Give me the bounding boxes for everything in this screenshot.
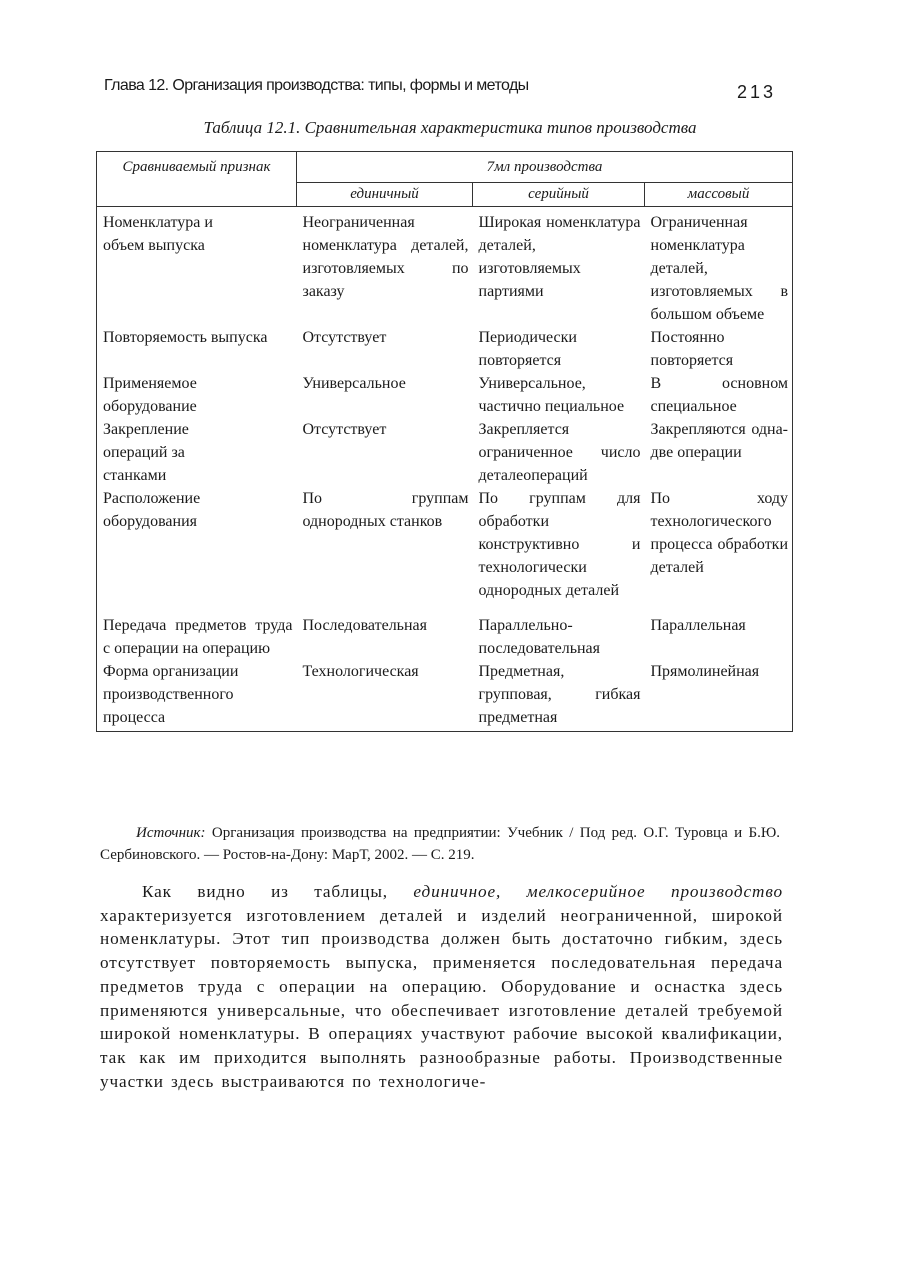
cell-mass: В основном специальное <box>650 375 789 415</box>
table-row <box>97 614 793 660</box>
cell-serial: Параллельно-последовательная <box>478 617 601 657</box>
source-label: Источник: <box>136 825 206 841</box>
cell-single: Технологическая <box>302 663 419 680</box>
table-row <box>97 372 793 418</box>
table-row <box>97 660 793 732</box>
row-feature: Повторяемость выпуска <box>103 329 268 346</box>
row-feature: Закрепление операций за станками <box>103 421 189 484</box>
table-row <box>97 418 793 487</box>
table-source-note <box>100 822 780 866</box>
cell-serial: Закрепляется ограниченное число деталеопераций <box>478 421 641 484</box>
table-row <box>97 207 793 327</box>
comparison-table <box>96 151 793 732</box>
row-feature: Форма организации производственного процесса <box>103 663 239 726</box>
cell-single: По группам однородных станков <box>302 490 469 530</box>
row-feature: Номенклатура и объем выпуска <box>103 214 213 254</box>
header-col-single: единичный <box>297 183 473 207</box>
row-feature: Передача предметов труда с операции на операцию <box>103 617 293 657</box>
cell-serial: Универсальное, частично пециальное <box>478 375 625 415</box>
cell-mass: Прямолинейная <box>650 663 760 680</box>
cell-mass: Параллельная <box>650 617 746 634</box>
body-rest: характеризуется изготовлением деталей и изделий неограниченной, широкой номенклатуры. Этот тип производства должен быть достаточно гибким, здесь отсутствует повторяемость выпуска, применяется последовательная передача предметов труда с операции на операцию. Оборудование и оснастка здесь применяются универсальные, что обеспечивает изготовление деталей требуемой широкой номенклатуры. В операциях участвуют рабочие высокой квалификации, так как им приходится выполнять разнообразные работы. Производственные участки здесь выстраиваются по технологиче- <box>100 905 783 1091</box>
header-col-serial: серийный <box>473 183 645 207</box>
cell-serial: Предметная, групповая, гибкая предметная <box>478 663 641 726</box>
cell-single: Неограниченная номенклатура деталей, изготовляемых по заказу <box>302 214 469 300</box>
cell-single: Отсутствует <box>302 329 387 346</box>
cell-mass: Постоянно повторяется <box>650 329 734 369</box>
table-row <box>97 487 793 614</box>
cell-mass: Закрепляются одна-две операции <box>650 421 789 461</box>
table-row <box>97 326 793 372</box>
body-prefix: Как видно из таблицы, <box>142 882 414 901</box>
header-col-mass: массовый <box>645 183 793 207</box>
header-production-type: 7мл производства <box>297 152 793 183</box>
cell-mass: По ходу технологического процесса обработки деталей <box>650 490 789 576</box>
source-text: Организация производства на предприятии: Учебник / Под ред. О.Г. Туровца и Б.Ю. Сербиновского. — Ростов-на-Дону: МарТ, 2002. — С. 219. <box>100 825 781 863</box>
cell-single: Последовательная <box>302 617 427 634</box>
table-header <box>97 152 793 207</box>
cell-single: Отсутствует <box>302 421 387 438</box>
page-number: 213 <box>737 82 777 102</box>
header-feature: Сравниваемый признак <box>97 152 297 207</box>
cell-single: Универсальное <box>302 375 406 392</box>
body-paragraph <box>100 880 783 1093</box>
running-header-title: Глава 12. Организация производства: типы, формы и методы <box>104 77 529 94</box>
row-feature: Расположение оборудования <box>103 490 201 530</box>
cell-serial: По группам для обработки конструктивно и технологически однородных деталей <box>478 490 641 599</box>
cell-mass: Ограниченная номенклатура деталей, изготовляемых в большом объеме <box>650 214 789 323</box>
table-caption: Таблица 12.1. Сравнительная характеристика типов производства <box>203 118 697 137</box>
cell-serial: Периодически повторяется <box>478 329 577 369</box>
cell-serial: Широкая номенклатура деталей, изготовляемых партиями <box>478 214 641 300</box>
row-feature: Применяемое оборудование <box>103 375 197 415</box>
body-emphasis: единичное, мелкосерийное производство <box>413 882 783 901</box>
table-body <box>97 207 793 732</box>
